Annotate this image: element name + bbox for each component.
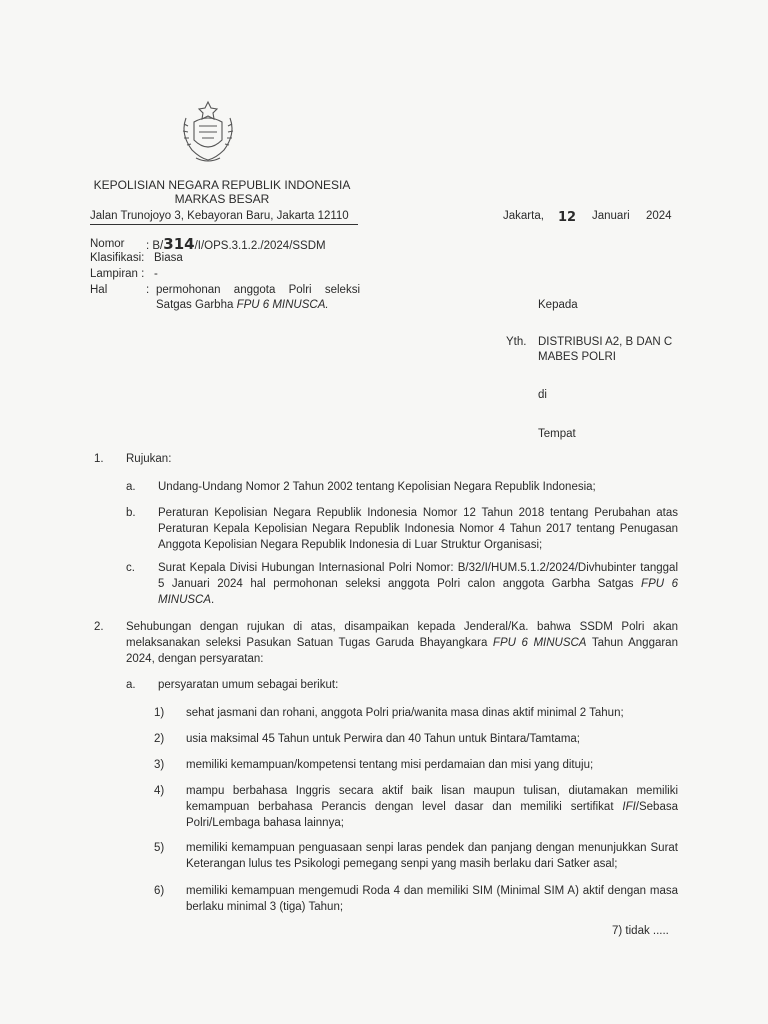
hal-line2-italic: FPU 6 MINUSCA. [236, 299, 329, 311]
req-4-after: /Sebasa Polri/Lembaga bahasa lainnya; [186, 801, 678, 829]
hal-label: Hal [90, 284, 108, 296]
lampiran-label: Lampiran : [90, 268, 145, 280]
org-line1: KEPOLISIAN NEGARA REPUBLIK INDONESIA [93, 178, 351, 192]
klasifikasi-label: Klasifikasi: [90, 252, 145, 264]
req-4-italic: IFI [622, 801, 636, 813]
section2-text-before: Sehubungan dengan rujukan di atas, disampaikan kepada Jenderal/Ka. bahwa SSDM Polri akan melaksanakan seleksi Pasukan Satuan Tugas Garuda Bhayangkara [126, 621, 678, 649]
section2-sub-label: a. [126, 679, 136, 691]
section1-item-text [158, 560, 678, 608]
section1-item-c-italic: FPU 6 MINUSCA [158, 578, 678, 606]
continuation-marker: 7) tidak ..... [612, 925, 669, 937]
req-text: usia maksimal 45 Tahun untuk Perwira dan 40 Tahun untuk Bintara/Tamtama; [186, 733, 580, 745]
section2-text [126, 619, 678, 667]
hal-line1 [156, 282, 360, 298]
req-4-before: mampu berbahasa Inggris secara aktif baik lisan maupun tulisan, diutamakan memiliki kemampuan berbahasa Perancis dengan level dasar dan memiliki sertifikat [186, 785, 678, 813]
section1-item-c-tail: . [211, 594, 215, 606]
section1-item-label: b. [126, 507, 136, 519]
org-address: Jalan Trunojoyo 3, Kebayoran Baru, Jakarta 12110 [90, 210, 349, 222]
section2-text-italic: FPU 6 MINUSCA [492, 637, 587, 649]
hal-line2 [156, 297, 329, 313]
section1-item-text: Peraturan Kepolisian Negara Republik Indonesia Nomor 12 Tahun 2018 tentang Perubahan atas Peraturan Kepala Kepolisian Negara Republik Indonesia Nomor 4 Tahun 2017 tentang Penugasan Anggota Kepolisian Negara Republik Indonesia di Luar Struktur Organisasi; [158, 507, 678, 551]
section1-item-c-text: Surat Kepala Divisi Hubungan Internasional Polri Nomor: B/32/I/HUM.5.1.2/2024/Divhubinter tanggal 5 Januari 2024 hal permohonan seleksi anggota Polri calon anggota Garbha Satgas [158, 562, 678, 590]
section1-item-label: c. [126, 562, 135, 574]
yth-label: Yth. [506, 336, 527, 348]
header-divider [90, 224, 358, 225]
hal-line1-text: permohonan anggota Polri seleksi [156, 284, 360, 296]
section2-text-after: Tahun Anggaran 2024, dengan persyaratan: [126, 637, 678, 665]
section2-number: 2. [94, 621, 104, 633]
nomor-label: Nomor [90, 238, 125, 250]
req-text: memiliki kemampuan penguasaan senpi laras pendek dan panjang dengan menunjukkan Surat Keterangan lulus tes Psikologi pemegang senpi yang masih berlaku dari Satker asal; [186, 842, 678, 870]
date-city: Jakarta, [503, 210, 544, 222]
hal-line2-plain: Satgas Garbha [156, 299, 237, 311]
nomor-handwritten: 314 [163, 235, 195, 253]
section1-item-text: Undang-Undang Nomor 2 Tahun 2002 tentang Kepolisian Negara Republik Indonesia; [158, 481, 596, 493]
req-num: 5) [154, 842, 165, 854]
req-text: memiliki kemampuan/kompetensi tentang misi perdamaian dan misi yang dituju; [186, 759, 594, 771]
nomor-suffix: /I/OPS.3.1.2./2024/SSDM [194, 240, 326, 252]
hal-colon: : [146, 284, 150, 296]
section1-title: Rujukan: [126, 453, 172, 465]
section1-item-label: a. [126, 481, 136, 493]
date-year: 2024 [646, 210, 672, 222]
section1-number: 1. [94, 453, 104, 465]
req-text: sehat jasmani dan rohani, anggota Polri pria/wanita masa dinas aktif minimal 2 Tahun; [186, 707, 624, 719]
req-text [186, 783, 678, 831]
org-line2: MARKAS BESAR [174, 192, 270, 206]
lampiran-value: - [154, 268, 158, 280]
req-num: 6) [154, 885, 165, 897]
req-text: memiliki kemampuan mengemudi Roda 4 dan memiliki SIM (Minimal SIM A) aktif dengan masa berlaku minimal 3 (tiga) Tahun; [186, 885, 678, 913]
kepada-label: Kepada [538, 299, 578, 311]
recipient-tempat: Tempat [538, 428, 576, 440]
req-num: 4) [154, 785, 165, 797]
klasifikasi-value: Biasa [154, 252, 183, 264]
recipient-di: di [538, 389, 547, 401]
date-day: 12 [558, 210, 577, 225]
req-num: 2) [154, 733, 165, 745]
date-month: Januari [592, 210, 630, 222]
recipient-line1: DISTRIBUSI A2, B DAN C [538, 336, 673, 348]
nomor-prefix: : B/ [146, 240, 164, 252]
req-num: 1) [154, 707, 165, 719]
recipient-line2: MABES POLRI [538, 351, 616, 363]
polri-emblem-icon [172, 98, 244, 170]
req-num: 3) [154, 759, 165, 771]
section2-sub-text: persyaratan umum sebagai berikut: [158, 679, 339, 691]
